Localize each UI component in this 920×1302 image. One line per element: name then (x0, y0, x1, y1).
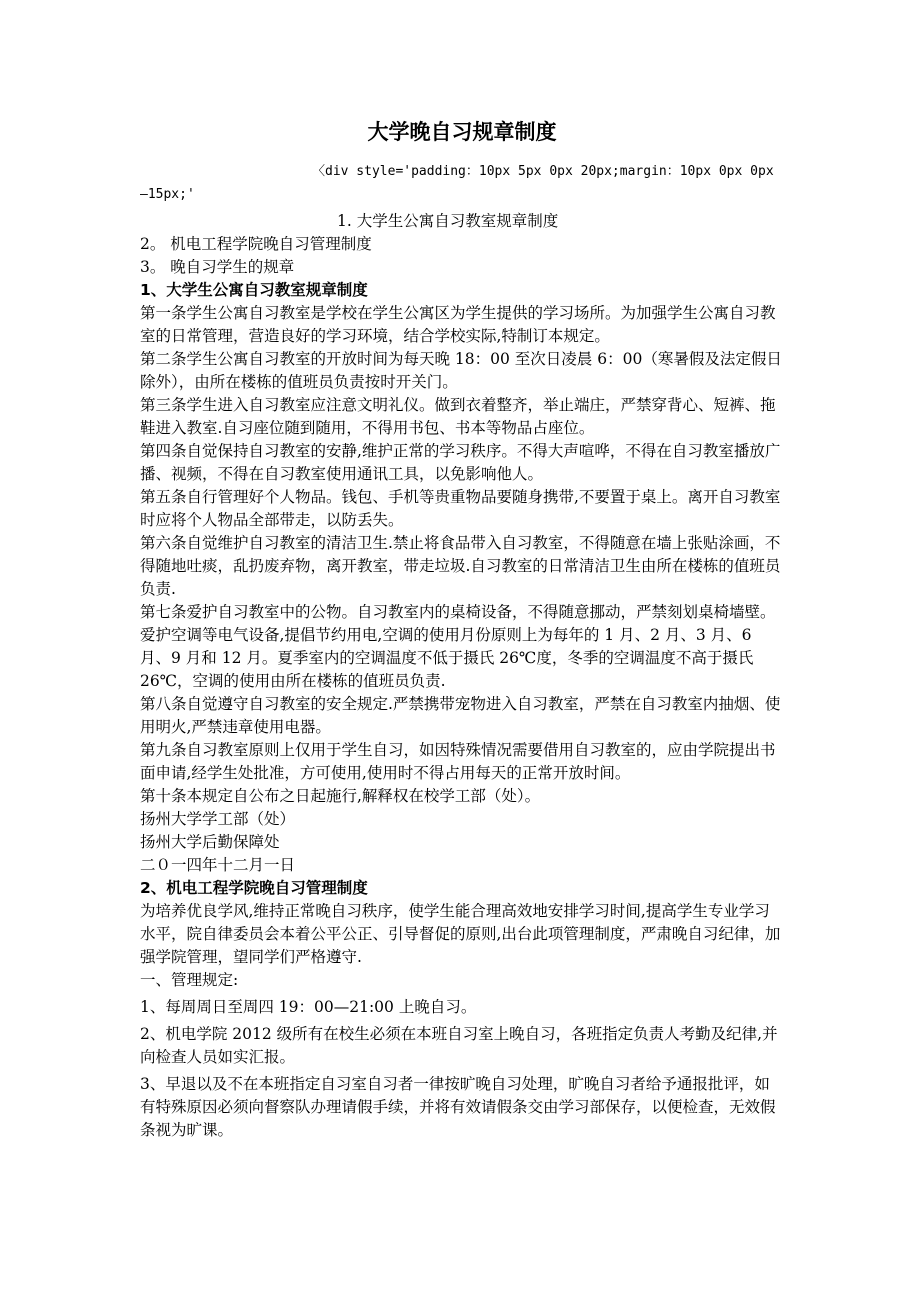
list-item: 1、每周周日至周四 19：00—21:00 上晚自习。 (140, 998, 477, 1016)
signature-dept-2: 扬州大学后勤保障处 (140, 833, 280, 851)
toc-item-1: 1. 大学生公寓自习教室规章制度 (337, 212, 559, 230)
code-snippet-line-1: 〈div style='padding：10px 5px 0px 20px;margin：10px 0px 0px (312, 164, 774, 179)
document-page (140, 118, 784, 1142)
paragraph: 第十条本规定自公布之日起施行,解释权在校学工部（处）。 (140, 787, 541, 805)
paragraph: 第三条学生进入自习教室应注意文明礼仪。做到衣着整齐，举止端庄，严禁穿背心、短裤、拖鞋进入教室.自习座位随到随用，不得用书包、书本等物品占座位。 (140, 396, 776, 437)
section-1-body (140, 302, 784, 877)
section-2-heading: 2、机电工程学院晚自习管理制度 (140, 879, 368, 897)
paragraph: 第一条学生公寓自习教室是学校在学生公寓区为学生提供的学习场所。为加强学生公寓自习教室的日常管理，营造良好的学习环境，结合学校实际,特制订本规定。 (140, 304, 776, 345)
paragraph: 第五条自行管理好个人物品。钱包、手机等贵重物品要随身携带,不要置于桌上。离开自习教室时应将个人物品全部带走，以防丢失。 (140, 488, 781, 529)
signature-dept-1: 扬州大学学工部（处） (140, 810, 296, 828)
list-item: 2、机电学院 2012 级所有在校生必须在本班自习室上晚自习，各班指定负责人考勤及纪律,并向检查人员如实汇报。 (140, 1025, 778, 1066)
list-item: 3、早退以及不在本班指定自习室自习者一律按旷晚自习处理，旷晚自习者给予通报批评，如有特殊原因必须向督察队办理请假手续，并将有效请假条交由学习部保存，以便检查，无效假条视为旷课。 (140, 1075, 776, 1139)
paragraph: 第四条自觉保持自习教室的安静,维护正常的学习秩序。不得大声喧哗，不得在自习教室播放广播、视频，不得在自习教室使用通讯工具，以免影响他人。 (140, 442, 781, 483)
paragraph: 为培养优良学风,维持正常晚自习秩序，使学生能合理高效地安排学习时间,提高学生专业学习水平，院自律委员会本着公平公正、引导督促的原则,出台此项管理制度，严肃晚自习纪律，加强学院管理，望同学们严格遵守. (140, 902, 781, 966)
paragraph: 第九条自习教室原则上仅用于学生自习，如因特殊情况需要借用自习教室的，应由学院提出书面申请,经学生处批准，方可使用,使用时不得占用每天的正常开放时间。 (140, 741, 776, 782)
paragraph: 第二条学生公寓自习教室的开放时间为每天晚 18：00 至次日凌晨 6：00（寒暑假及法定假日除外），由所在楼栋的值班员负责按时开关门。 (140, 350, 782, 391)
subheading: 一、管理规定: (140, 971, 239, 989)
toc-item-2: 2。 机电工程学院晚自习管理制度 (140, 235, 372, 253)
page-title: 大学晚自习规章制度 (367, 120, 557, 144)
paragraph: 第六条自觉维护自习教室的清洁卫生.禁止将食品带入自习教室，不得随意在墙上张贴涂画，不得随地吐痰，乱扔废弃物，离开教室，带走垃圾.自习教室的日常清洁卫生由所在楼栋的值班员负责. (140, 534, 781, 598)
section-2-body (140, 900, 784, 1142)
code-snippet-line-2: —15px;' (140, 187, 195, 202)
paragraph: 第七条爱护自习教室中的公物。自习教室内的桌椅设备，不得随意挪动，严禁刻划桌椅墙壁。爱护空调等电气设备,提倡节约用电,空调的使用月份原则上为每年的 1 月、2 月、3 月、6 月、9 月和 12 月。夏季室内的空调温度不低于摄氏 26℃度，冬季的空调温度不高于摄氏 26℃，空调的使用由所在楼栋的值班员负责. (140, 603, 776, 690)
paragraph: 第八条自觉遵守自习教室的安全规定.严禁携带宠物进入自习教室，严禁在自习教室内抽烟、使用明火,严禁违章使用电器。 (140, 695, 781, 736)
toc-item-3: 3。 晚自习学生的规章 (140, 258, 295, 276)
signature-date: 二０一四年十二月一日 (140, 856, 296, 874)
section-1-heading: 1、大学生公寓自习教室规章制度 (140, 281, 368, 299)
